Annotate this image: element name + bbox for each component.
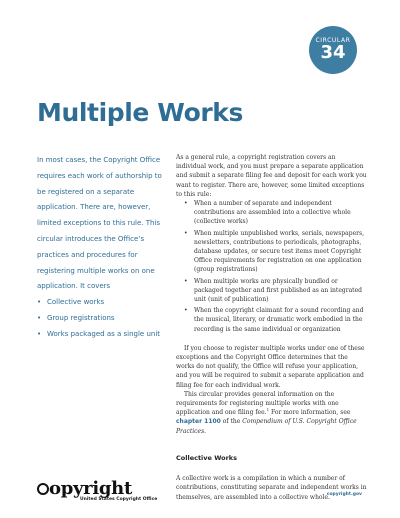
exception-item: • When a number of separate and independent contributions are assembled into a collective whole (collective works) — [184, 200, 351, 226]
exception-item: • When the copyright claimant for a sound recording and the musical, literary, or dramatic work embodied in the recording is the same individual or organization — [184, 307, 364, 333]
logo-subtitle: United States Copyright Office — [80, 497, 158, 502]
main-body — [176, 153, 367, 502]
sidebar-bullet: • Works packaged as a single unit — [37, 329, 161, 338]
sidebar-bullet: • Group registrations — [37, 313, 115, 322]
footnote-marker: 1 — [266, 407, 270, 413]
page-title: Multiple Works — [37, 98, 243, 127]
badge-label: CIRCULAR — [315, 37, 351, 44]
sidebar-intro: In most cases, the Copyright Office requires each work of authorship to be registered on a separate application. There are, however, limited exceptions to this rule. This circular introduces the Office’s practices and procedures for registering multiple works on one application. It covers — [37, 156, 162, 291]
refusal-paragraph: If you choose to register multiple works under one of these exceptions and the Copyright Office determines that the works do not qualify, the Office will refuse your application, and you will be required to submit a separate application and filing fee for each individual work. — [176, 344, 365, 389]
compendium-title: Compendium of U.S. Copyright Office Practices — [176, 418, 357, 435]
intro-paragraph: As a general rule, a copyright registration covers an individual work, and you must prepare a separate application and submit a separate filing fee and deposit for each work you want to register. There are, however, some limited exceptions to this rule: — [176, 154, 367, 198]
badge-number: 34 — [320, 42, 346, 63]
collective-works-paragraph: A collective work is a compilation in which a number of contributions, constituting separate and independent works in themselves, are assembled into a collective whole. — [176, 475, 367, 501]
copyright-c-icon — [37, 483, 49, 495]
website-link[interactable]: copyright.gov — [326, 492, 362, 497]
chapter-link[interactable]: chapter 1100 — [176, 418, 221, 426]
section-heading: Collective Works — [176, 453, 237, 462]
sidebar-summary — [37, 153, 169, 343]
copyright-office-logo — [37, 478, 237, 502]
exception-item: • When multiple unpublished works, serials, newspapers, newsletters, contributions to periodicals, photographs, database updates, or secure test items meet Copyright Office requirements for registration on one application (group registrations) — [184, 229, 364, 274]
circular-info-paragraph: This circular provides general information on the requirements for registering multiple works with one application and one filing fee.$^1$ For more information, see chapter 1100 of the Compendium of U.S. Copyright Office Practices. — [176, 390, 357, 435]
exception-item: • When multiple works are physically bundled or packaged together and first published as an integrated unit (unit of publication) — [184, 277, 362, 304]
logo-wordmark: opyright — [37, 480, 237, 498]
circular-badge — [309, 26, 357, 74]
sidebar-bullet: • Collective works — [37, 298, 105, 307]
sidebar-bullet-list — [37, 295, 169, 342]
exceptions-list — [176, 199, 367, 334]
